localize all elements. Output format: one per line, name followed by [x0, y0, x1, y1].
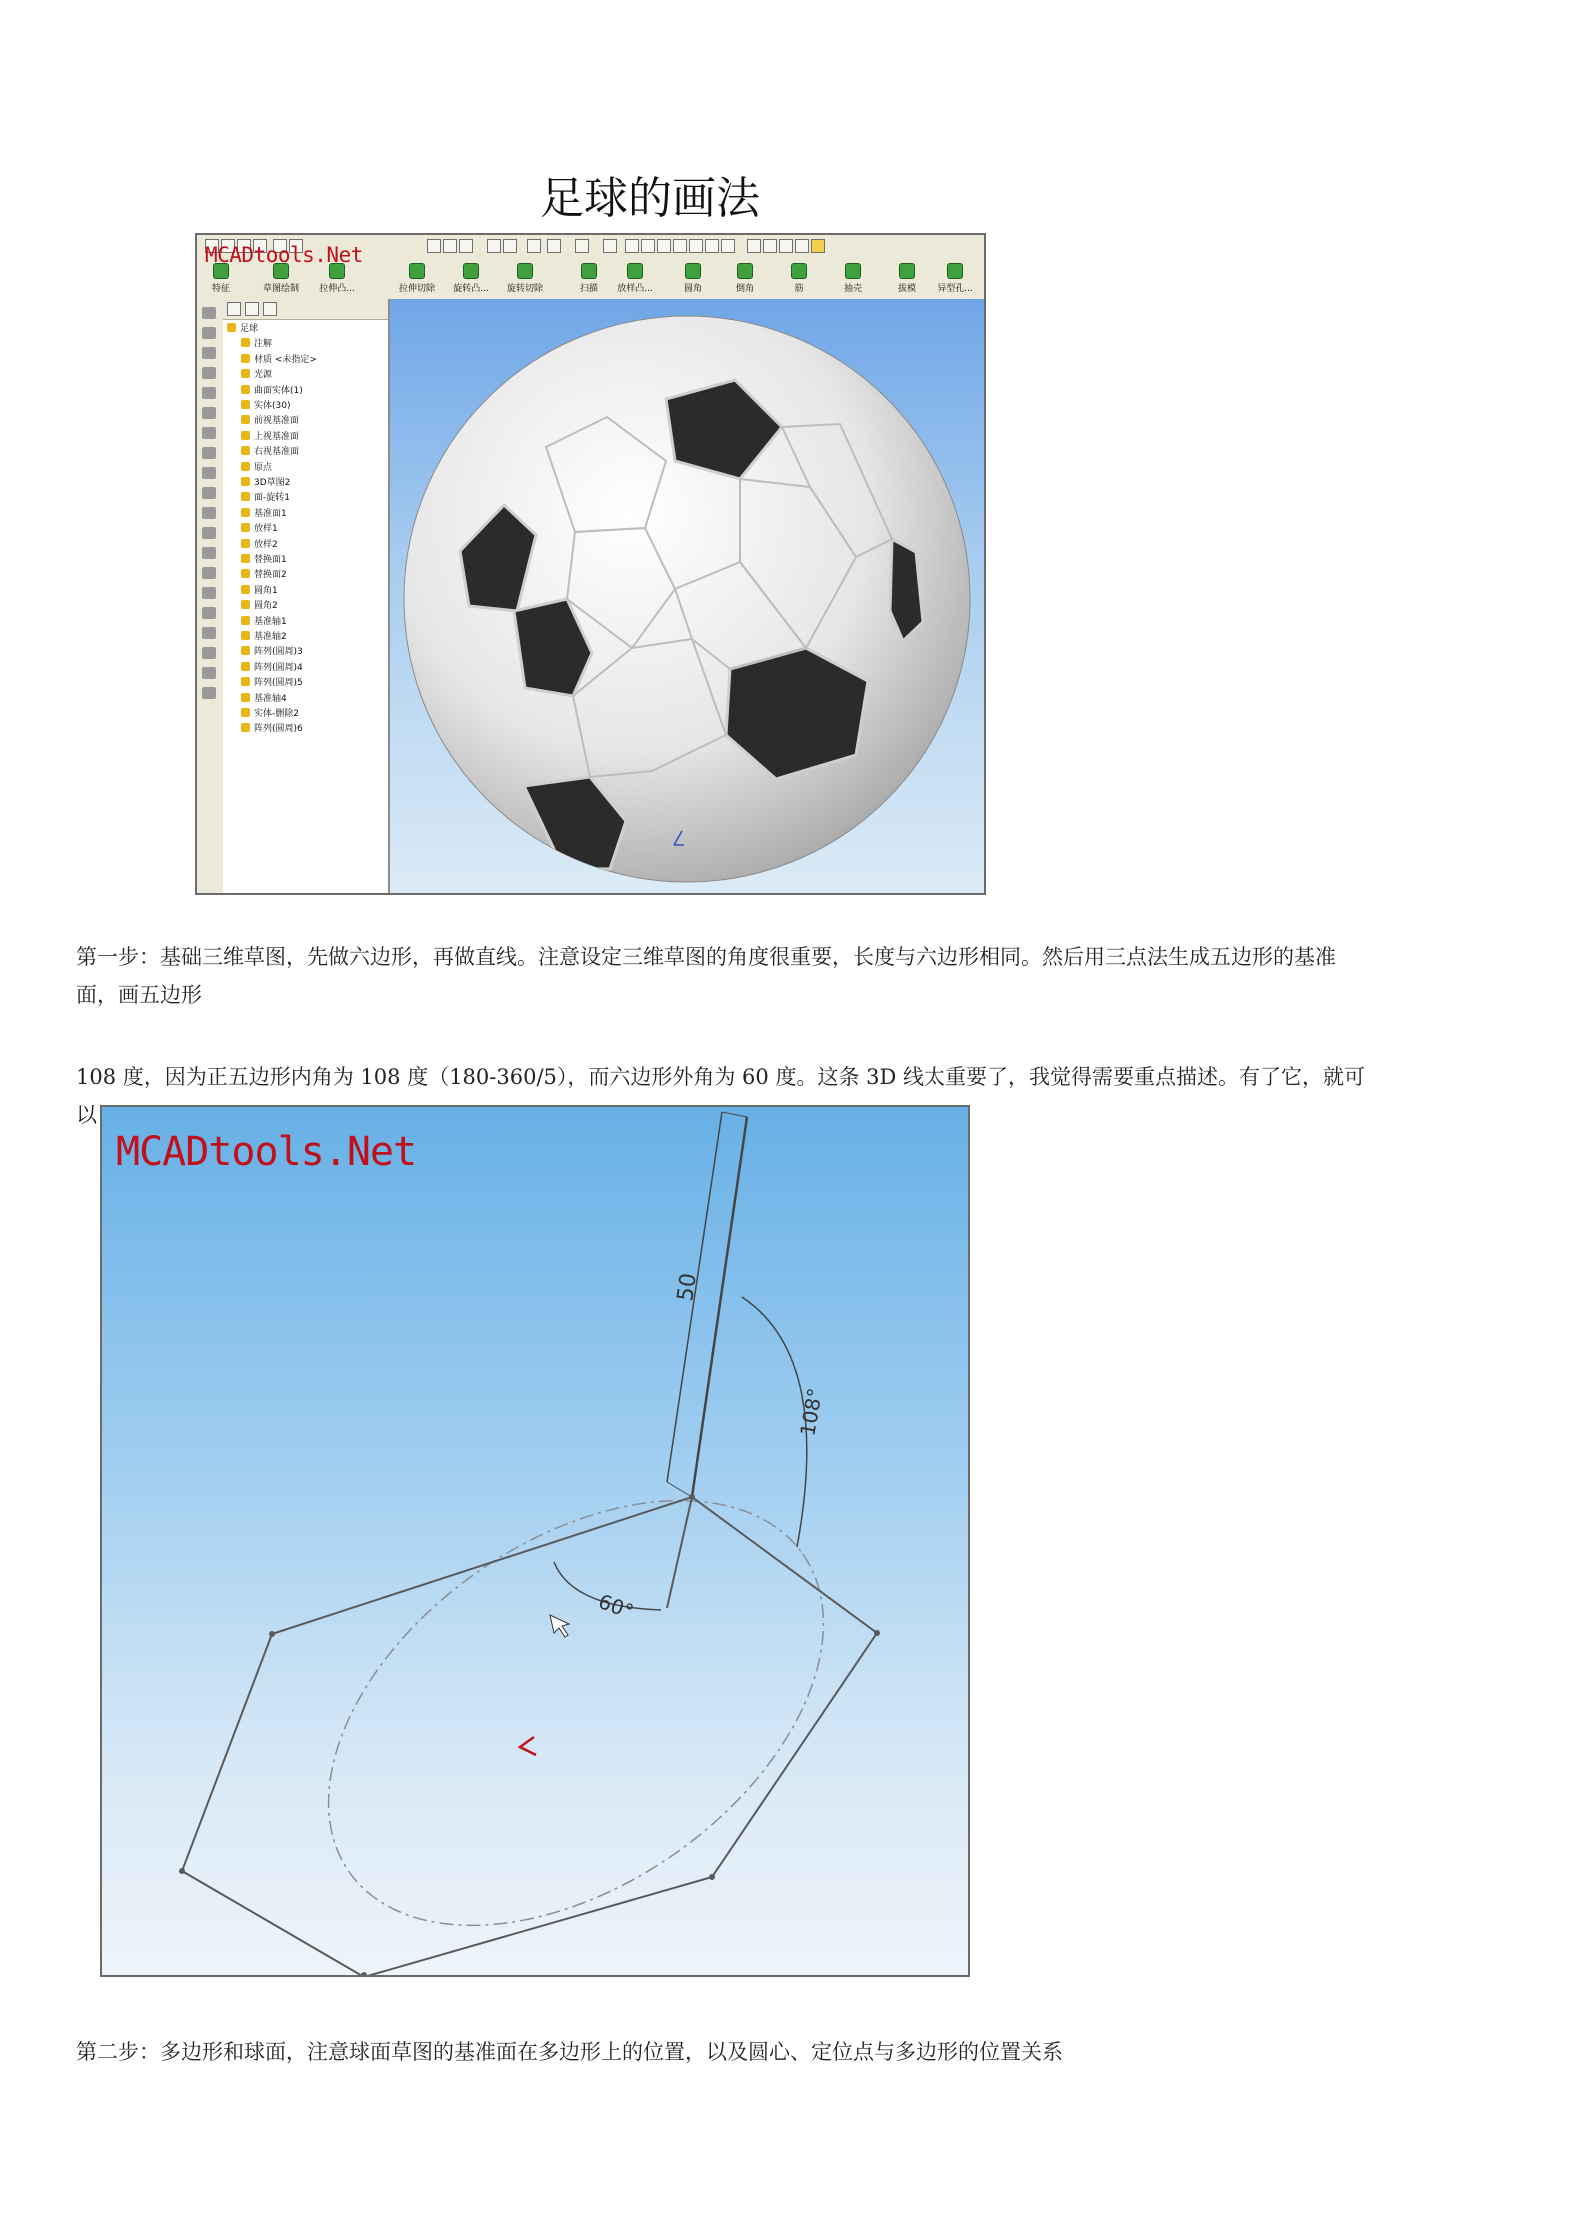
feature-icon	[241, 354, 250, 363]
tree-item[interactable]	[241, 677, 303, 689]
tree-item[interactable]	[241, 523, 278, 535]
tree-item[interactable]	[241, 369, 272, 381]
config-tab-icon[interactable]	[263, 302, 277, 316]
left-side-toolbar	[197, 299, 224, 893]
sketch-screenshot	[100, 1105, 970, 1977]
command-label: 拉伸凸...	[319, 284, 355, 294]
command-label: 草图绘制	[262, 284, 299, 294]
tree-item[interactable]	[241, 431, 299, 443]
command-label: 倒角	[735, 284, 754, 294]
command-label: 旋转凸...	[453, 284, 489, 294]
tree-item[interactable]	[241, 693, 287, 705]
sketch-point	[874, 1630, 880, 1636]
zoom-fit-icon[interactable]	[625, 239, 639, 253]
tree-item-label: 基准轴2	[254, 632, 287, 642]
feature-icon	[241, 539, 250, 548]
tree-item-label: 放样2	[254, 539, 278, 550]
tree-item[interactable]	[241, 600, 278, 612]
tree-item-label: 阵列(圆周)5	[254, 678, 303, 689]
tree-item-label: 注解	[254, 339, 273, 350]
command-label: 圆角	[683, 284, 702, 294]
command-button-3[interactable]	[393, 261, 441, 297]
feature-tree-tab-icon[interactable]	[227, 302, 241, 316]
tree-item-label: 替换面1	[254, 555, 287, 565]
tree-item[interactable]	[241, 415, 299, 427]
extension-line	[667, 1482, 692, 1497]
tree-item[interactable]	[241, 539, 278, 551]
tree-item[interactable]	[241, 616, 287, 628]
watermark-logo: MCADtools.Net	[205, 243, 363, 267]
side-tool-icon[interactable]	[202, 407, 216, 419]
sketch-point	[361, 1972, 367, 1975]
pan-icon[interactable]	[705, 239, 719, 253]
feature-icon	[241, 523, 250, 532]
angle-label-108: 108°	[795, 1386, 828, 1438]
tree-item-label: 3D草图2	[254, 478, 291, 488]
tree-item[interactable]	[241, 554, 287, 566]
view-orientation-icon[interactable]	[721, 239, 735, 253]
side-tool-icon[interactable]	[202, 367, 216, 379]
side-tool-icon[interactable]	[202, 667, 216, 679]
tree-item-label: 光源	[254, 370, 273, 381]
tree-item-label: 基准轴1	[254, 616, 287, 627]
tree-item[interactable]	[241, 662, 303, 674]
tree-item[interactable]	[241, 631, 287, 643]
layout-icon[interactable]	[503, 239, 517, 253]
watermark-logo: MCADtools.Net	[116, 1129, 417, 1175]
tree-item-label: 前视基准面	[254, 416, 300, 427]
side-tool-icon[interactable]	[202, 547, 216, 559]
shaded-icon[interactable]	[811, 239, 825, 253]
tree-item[interactable]	[241, 708, 299, 720]
command-icon	[517, 263, 533, 279]
tree-item[interactable]	[227, 323, 258, 335]
paragraph-108-degree-cont: 以	[76, 1103, 97, 1127]
section-view-icon[interactable]	[603, 239, 617, 253]
feature-manager-tree	[223, 299, 390, 893]
feature-icon	[241, 600, 250, 609]
tree-item-label: 实体-删除2	[254, 709, 299, 719]
origin-marker-icon	[520, 1737, 536, 1755]
tree-item-label: 放样1	[254, 524, 278, 535]
command-button-7[interactable]	[611, 261, 659, 297]
tree-item-label: 基准面1	[254, 508, 287, 519]
command-label: 特征	[211, 284, 230, 294]
tree-item-label: 材质 <未指定>	[254, 354, 317, 365]
feature-icon	[241, 616, 250, 625]
command-icon	[737, 263, 753, 279]
side-tool-icon[interactable]	[202, 567, 216, 579]
tree-item[interactable]	[241, 585, 278, 597]
tree-tabs	[223, 299, 388, 320]
rebuild-icon[interactable]	[443, 239, 457, 253]
feature-icon	[241, 415, 250, 424]
hidden-lines-removed-icon[interactable]	[779, 239, 793, 253]
soccer-ball-render	[390, 299, 984, 893]
paragraph-step2: 第二步：多边形和球面，注意球面草图的基准面在多边形上的位置，以及圆心、定位点与多边形的位置关系	[76, 2040, 1063, 2064]
side-tool-icon[interactable]	[202, 327, 216, 339]
rotate-view-icon[interactable]	[689, 239, 703, 253]
property-tab-icon[interactable]	[245, 302, 259, 316]
command-label: 拔模	[897, 284, 916, 294]
command-icon	[409, 263, 425, 279]
feature-icon	[241, 708, 250, 717]
feature-icon	[241, 338, 250, 347]
hexagon-sketch	[182, 1497, 877, 1975]
help-icon[interactable]	[547, 239, 561, 253]
feature-icon	[227, 323, 236, 332]
side-tool-icon[interactable]	[202, 627, 216, 639]
feature-icon	[241, 369, 250, 378]
feature-icon	[241, 508, 250, 517]
command-icon	[685, 263, 701, 279]
graphics-viewport[interactable]	[390, 299, 984, 893]
feature-icon	[241, 554, 250, 563]
feature-icon	[241, 723, 250, 732]
side-tool-icon[interactable]	[202, 347, 216, 359]
feature-icon	[241, 646, 250, 655]
feature-icon	[241, 677, 250, 686]
tree-item[interactable]	[241, 446, 299, 458]
tree-item-label: 实体(30)	[254, 401, 291, 411]
sketch-point	[269, 1631, 275, 1637]
options-icon[interactable]	[459, 239, 473, 253]
side-tool-icon[interactable]	[202, 587, 216, 599]
command-button-11[interactable]	[829, 261, 877, 297]
tree-item[interactable]	[241, 354, 317, 366]
select-icon[interactable]	[427, 239, 441, 253]
command-icon	[791, 263, 807, 279]
tree-item-label: 替换面2	[254, 570, 287, 581]
tree-item[interactable]	[241, 477, 290, 489]
side-tool-icon[interactable]	[202, 527, 216, 539]
feature-icon	[241, 662, 250, 671]
tree-item-label: 原点	[254, 462, 273, 473]
dimension-label-50: 50	[673, 1271, 702, 1303]
tree-item-label: 阵列(圆周)6	[254, 724, 303, 735]
command-icon	[947, 263, 963, 279]
command-button-4[interactable]	[447, 261, 495, 297]
command-label: 旋转切除	[506, 284, 543, 294]
tree-item-label: 曲面实体(1)	[254, 385, 303, 396]
command-label: 扫描	[579, 284, 598, 294]
command-button-5[interactable]	[501, 261, 549, 297]
tree-item-label: 圆角2	[254, 601, 278, 612]
sketch-line-60	[667, 1497, 692, 1608]
command-button-10[interactable]	[775, 261, 823, 297]
cad-screenshot-soccer-ball	[195, 233, 986, 895]
feature-icon	[241, 400, 250, 409]
tree-item[interactable]	[241, 400, 290, 412]
command-icon	[581, 263, 597, 279]
tree-item[interactable]	[241, 492, 290, 504]
command-label: 拉伸切除	[398, 284, 435, 294]
black-panel	[510, 299, 602, 337]
tree-item-label: 上视基准面	[254, 431, 300, 442]
side-tool-icon[interactable]	[202, 467, 216, 479]
command-icon	[845, 263, 861, 279]
appearance-icon[interactable]	[575, 239, 589, 253]
tree-item-label: 阵列(圆周)3	[254, 647, 303, 658]
tree-item-label: 足球	[240, 324, 259, 334]
side-tool-icon[interactable]	[202, 607, 216, 619]
feature-icon	[241, 569, 250, 578]
tree-item-label: 基准轴4	[254, 693, 287, 704]
extension-line	[722, 1112, 747, 1117]
tree-item[interactable]	[241, 508, 287, 520]
3d-sketch-drawing	[102, 1107, 968, 1975]
3d-sketch-line	[692, 1117, 747, 1497]
feature-icon	[241, 462, 250, 471]
feature-icon	[241, 431, 250, 440]
side-tool-icon[interactable]	[202, 507, 216, 519]
sketch-point	[689, 1494, 695, 1500]
command-button-12[interactable]	[883, 261, 931, 297]
side-tool-icon[interactable]	[202, 647, 216, 659]
side-tool-icon[interactable]	[202, 447, 216, 459]
tree-item[interactable]	[241, 723, 303, 735]
side-tool-icon[interactable]	[202, 387, 216, 399]
sketch-point	[179, 1868, 185, 1874]
feature-icon	[241, 385, 250, 394]
feature-icon	[241, 693, 250, 702]
paragraph-step1-cont: 面，画五边形	[76, 983, 202, 1007]
shaded-edges-icon[interactable]	[795, 239, 809, 253]
command-label: 抽壳	[843, 284, 862, 294]
feature-icon	[241, 446, 250, 455]
tree-item-label: 右视基准面	[254, 447, 300, 458]
mouse-cursor-icon	[550, 1615, 569, 1637]
command-button-8[interactable]	[669, 261, 717, 297]
sketch-point	[709, 1874, 715, 1880]
paragraph-108-degree: 108 度，因为正五边形内角为 108 度（180-360/5），而六边形外角为 60 度。这条 3D 线太重要了，我觉得需要重点描述。有了它，就可	[76, 1065, 1366, 1089]
black-panel	[411, 697, 427, 769]
wireframe-icon[interactable]	[747, 239, 761, 253]
command-label: 筋	[794, 284, 804, 294]
command-icon	[899, 263, 915, 279]
paragraph-step1: 第一步：基础三维草图，先做六边形，再做直线。注意设定三维草图的角度很重要，长度与六边形相同。然后用三点法生成五边形的基准	[76, 945, 1336, 969]
side-tool-icon[interactable]	[202, 427, 216, 439]
tree-item[interactable]	[241, 646, 303, 658]
tree-item[interactable]	[241, 385, 303, 397]
tree-item-label: 阵列(圆周)4	[254, 662, 303, 673]
tree-item[interactable]	[241, 338, 272, 350]
command-icon	[627, 263, 643, 279]
zoom-selection-icon[interactable]	[673, 239, 687, 253]
tree-item-label: 圆角1	[254, 585, 278, 596]
command-button-6[interactable]	[565, 261, 613, 297]
feature-icon	[241, 631, 250, 640]
side-tool-icon[interactable]	[202, 487, 216, 499]
zoom-area-icon[interactable]	[641, 239, 655, 253]
tree-item[interactable]	[241, 462, 272, 474]
feature-icon	[241, 477, 250, 486]
zoom-in-out-icon[interactable]	[657, 239, 671, 253]
tree-item[interactable]	[241, 569, 287, 581]
page-title: 足球的画法	[540, 173, 760, 224]
side-tool-icon[interactable]	[202, 307, 216, 319]
grid-icon[interactable]	[487, 239, 501, 253]
command-label: 异型孔...	[937, 284, 973, 294]
command-button-13[interactable]	[931, 261, 979, 297]
command-button-9[interactable]	[721, 261, 769, 297]
feature-icon	[241, 492, 250, 501]
side-tool-icon[interactable]	[202, 687, 216, 699]
command-icon	[463, 263, 479, 279]
hidden-lines-visible-icon[interactable]	[763, 239, 777, 253]
command-label: 放样凸...	[617, 284, 653, 294]
tree-item-label: 面-旋转1	[254, 493, 290, 504]
angle-label-60: 60°	[595, 1589, 637, 1624]
sketch-icon[interactable]	[527, 239, 541, 253]
feature-icon	[241, 585, 250, 594]
